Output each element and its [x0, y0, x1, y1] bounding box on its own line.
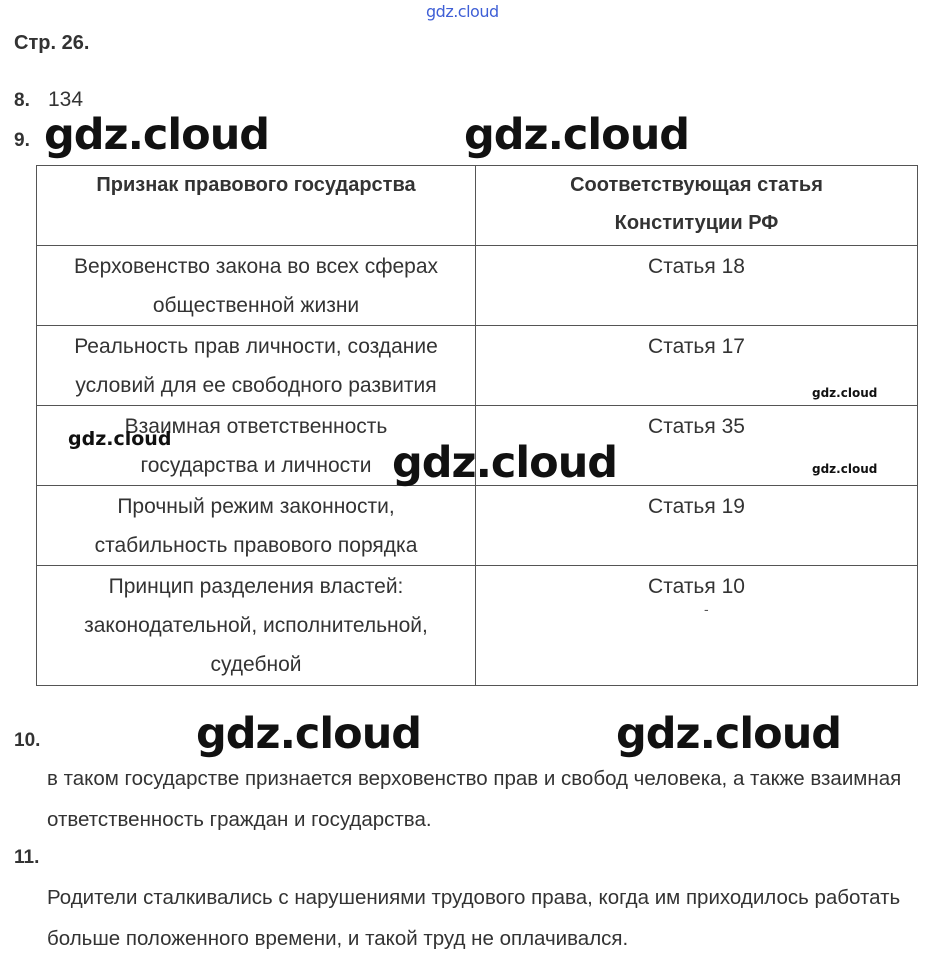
table-cell-feature: Прочный режим законности, стабильность правового порядка: [37, 486, 476, 566]
table-cell-article: Статья 19: [476, 486, 918, 566]
watermark-large: gdz.cloud: [616, 709, 842, 759]
table-cell-article: Статья 17: [476, 326, 918, 406]
question-10-number: 10.: [14, 730, 41, 751]
table-cell-article: Статья 10: [476, 566, 918, 686]
watermark-small: gdz.cloud: [812, 386, 878, 400]
table-header-article: Соответствующая статья Конституции РФ: [476, 166, 918, 246]
question-8-answer: 134: [48, 88, 84, 111]
table-cell-article: Статья 35: [476, 406, 918, 486]
table-cell-feature: Верховенство закона во всех сферах общественной жизни: [37, 246, 476, 326]
stray-mark: -: [704, 601, 709, 617]
watermark-large: gdz.cloud: [392, 438, 618, 488]
question-11-answer: Родители сталкивались с нарушениями трудового права, когда им приходилось работать больше положенного времени, и такой труд не оплачивался.: [47, 886, 901, 950]
watermark-large: gdz.cloud: [464, 110, 690, 160]
watermark-medium: gdz.cloud: [68, 428, 172, 450]
watermark-large: gdz.cloud: [44, 110, 270, 160]
watermark-large: gdz.cloud: [196, 709, 422, 759]
table-row: [37, 246, 918, 326]
question-8-number: 8.: [14, 90, 30, 111]
table-row: [37, 326, 918, 406]
question-10-answer: в таком государстве признается верховенство прав и свобод человека, а также взаимная ответственность граждан и государства.: [47, 767, 902, 831]
page-title: Стр. 26.: [14, 32, 90, 54]
table-cell-article: Статья 18: [476, 246, 918, 326]
table-header-row: [37, 166, 918, 246]
table-cell-feature: Принцип разделения властей: законодательной, исполнительной, судебной: [37, 566, 476, 686]
table-row: [37, 486, 918, 566]
table-row: [37, 566, 918, 686]
table-cell-feature: Реальность прав личности, создание условий для ее свободного развития: [37, 326, 476, 406]
watermark-small: gdz.cloud: [812, 462, 878, 476]
question-11-number: 11.: [14, 847, 40, 868]
answer-table: [36, 165, 918, 686]
table-cell-feature: Взаимная ответственность государства и личности: [37, 406, 476, 486]
watermark-top: gdz.cloud: [426, 2, 499, 21]
table-header-feature: Признак правового государства: [37, 166, 476, 246]
question-9-number: 9.: [14, 130, 30, 151]
